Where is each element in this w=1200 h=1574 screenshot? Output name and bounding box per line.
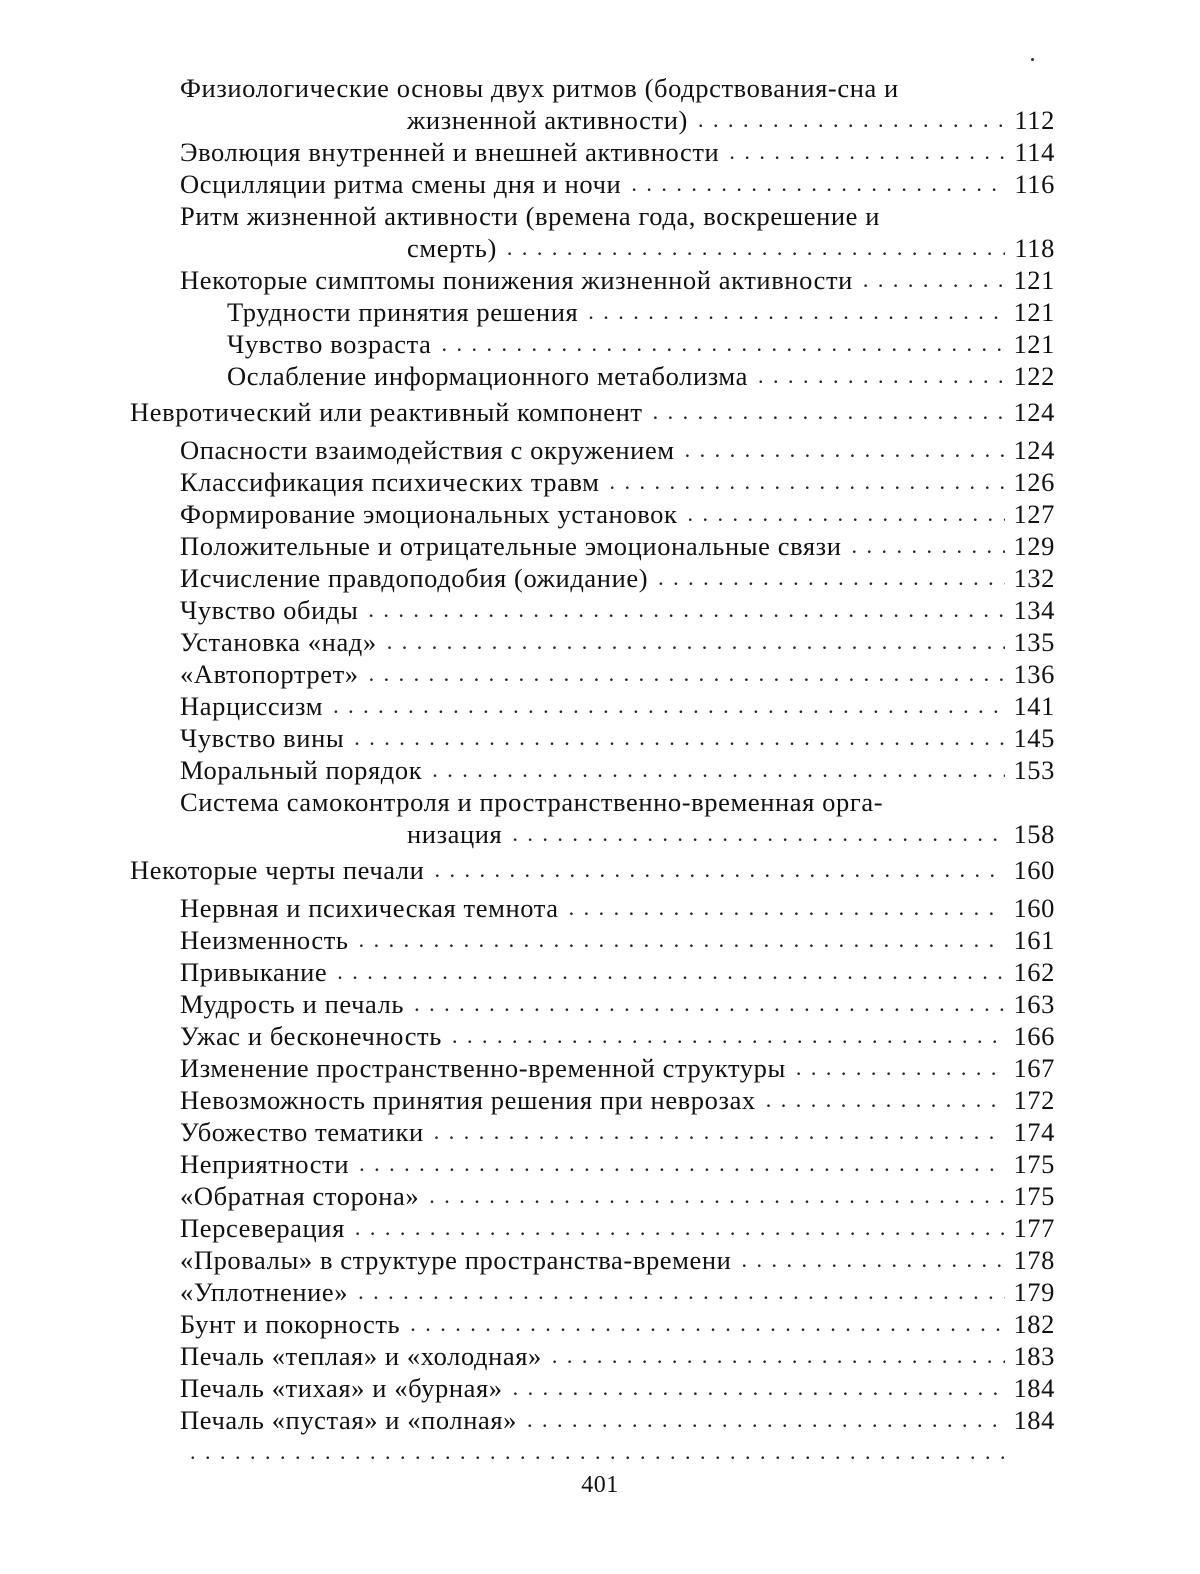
toc-entry-title: Эволюция внутренней и внешней активности <box>180 136 719 168</box>
dot-leader <box>552 1340 1005 1372</box>
dot-leader <box>527 1404 1005 1436</box>
toc-entry-title: низация <box>407 818 502 850</box>
toc-page-number: 122 <box>1009 360 1055 392</box>
toc-page-number: 126 <box>1009 466 1055 498</box>
dot-leader <box>337 956 1005 988</box>
dot-leader <box>685 434 1005 466</box>
toc-entry-title: «Обратная сторона» <box>180 1180 419 1212</box>
dot-leader <box>355 1212 1005 1244</box>
dot-leader <box>766 1084 1005 1116</box>
toc-entry-title: Печаль «пустая» и «полная» <box>180 1404 517 1436</box>
toc-entry-title: Исчисление правдоподобия (ожидание) <box>180 562 648 594</box>
toc-entry-title: Изменение пространственно-временной структуры <box>180 1052 786 1084</box>
toc-entry-title: Привыкание <box>180 956 327 988</box>
toc-entry-title-line1: Физиологические основы двух ритмов (бодрствования-сна и <box>180 72 1055 104</box>
toc-page-number: 160 <box>1009 854 1055 886</box>
toc-entry-title: Печаль «тихая» и «бурная» <box>180 1372 503 1404</box>
toc-entry <box>0 1084 1055 1116</box>
toc-entry <box>0 1116 1055 1148</box>
toc-entry <box>0 360 1055 392</box>
dot-leader <box>741 1244 1005 1276</box>
toc-entry-title: Чувство обиды <box>180 594 358 626</box>
toc-page-number: 161 <box>1009 924 1055 956</box>
toc-page-number: 167 <box>1009 1052 1055 1084</box>
toc-page-number: 163 <box>1009 988 1055 1020</box>
toc-page-number: 184 <box>1009 1404 1055 1436</box>
dot-leader <box>609 466 1005 498</box>
toc-page-number: 141 <box>1009 690 1055 722</box>
toc-entry-title: Некоторые симптомы понижения жизненной активности <box>180 264 853 296</box>
toc-entry <box>0 1276 1055 1308</box>
toc-entry-title: Чувство возраста <box>227 328 431 360</box>
toc-entry-title: Осцилляции ритма смены дня и ночи <box>180 168 621 200</box>
toc-entry <box>0 168 1055 200</box>
toc-entry <box>0 626 1055 658</box>
toc-entry <box>0 328 1055 360</box>
toc-entry <box>0 1308 1055 1340</box>
dot-leader <box>698 104 1005 136</box>
toc-page-number: 124 <box>1009 434 1055 466</box>
toc-page-number: 179 <box>1009 1276 1055 1308</box>
dot-leader <box>569 892 1005 924</box>
toc-page-number: 121 <box>1009 264 1055 296</box>
dot-leader <box>354 722 1005 754</box>
toc-entry <box>0 1212 1055 1244</box>
toc-section-entry <box>0 396 1055 428</box>
dot-leader <box>369 658 1005 690</box>
toc-page-number: 136 <box>1009 658 1055 690</box>
toc-entry-title: Классификация психических травм <box>180 466 599 498</box>
toc-entry-title: Положительные и отрицательные эмоциональные связи <box>180 530 842 562</box>
toc-page-number: 116 <box>1009 168 1055 200</box>
toc-page-number: 182 <box>1009 1308 1055 1340</box>
dot-leader <box>687 498 1005 530</box>
toc-entry <box>0 264 1055 296</box>
toc-entry <box>0 466 1055 498</box>
toc-page-number: 132 <box>1009 562 1055 594</box>
dot-leader <box>729 136 1005 168</box>
toc-entry <box>0 690 1055 722</box>
dot-leader <box>507 232 1005 264</box>
toc-entry-title: Бунт и покорность <box>180 1308 400 1340</box>
toc-page-number: 124 <box>1009 396 1055 428</box>
toc-entry-title: смерть) <box>407 232 497 264</box>
toc-entry-title: Чувство вины <box>180 722 344 754</box>
toc-page-number: 145 <box>1009 722 1055 754</box>
toc-page-number: 135 <box>1009 626 1055 658</box>
toc-entry-title: Неприятности <box>180 1148 349 1180</box>
toc-entry <box>0 722 1055 754</box>
toc-entry-title: Ужас и бесконечность <box>180 1020 442 1052</box>
table-of-contents <box>0 72 1200 1468</box>
dot-leader <box>653 396 1005 428</box>
dot-leader <box>387 626 1005 658</box>
toc-entry <box>0 72 1055 136</box>
toc-entry-title: Неизменность <box>180 924 349 956</box>
toc-entry <box>0 594 1055 626</box>
document-page <box>0 0 1200 1574</box>
toc-entry <box>0 1020 1055 1052</box>
toc-page-number: 121 <box>1009 328 1055 360</box>
toc-page-number: 127 <box>1009 498 1055 530</box>
toc-entry-title: Установка «над» <box>180 626 377 658</box>
toc-entry <box>0 296 1055 328</box>
toc-entry-title: «Провалы» в структуре пространства-времени <box>180 1244 731 1276</box>
toc-entry <box>0 1052 1055 1084</box>
dot-leader <box>452 1020 1005 1052</box>
toc-section-title: Некоторые черты печали <box>130 854 424 886</box>
toc-page-number: 172 <box>1009 1084 1055 1116</box>
toc-entry-title: Опасности взаимодействия с окружением <box>180 434 675 466</box>
dot-leader <box>410 1308 1005 1340</box>
dot-leader <box>513 1372 1005 1404</box>
toc-entry-title: Нервная и психическая темнота <box>180 892 559 924</box>
dot-leader <box>359 1148 1005 1180</box>
dot-leader <box>758 360 1005 392</box>
dot-leader <box>588 296 1005 328</box>
toc-entry-title: Персеверация <box>180 1212 345 1244</box>
toc-page-number: 162 <box>1009 956 1055 988</box>
toc-entry <box>0 1244 1055 1276</box>
toc-entry-title: жизненной активности) <box>407 104 688 136</box>
toc-entry-title: Невозможность принятия решения при неврозах <box>180 1084 756 1116</box>
toc-page-number: 134 <box>1009 594 1055 626</box>
toc-page-number: 160 <box>1009 892 1055 924</box>
toc-entry <box>0 956 1055 988</box>
print-speck <box>1031 58 1034 61</box>
toc-entry <box>0 988 1055 1020</box>
toc-entry-title: Ослабление информационного метаболизма <box>227 360 748 392</box>
dot-leader <box>429 1180 1005 1212</box>
toc-page-number: 158 <box>1009 818 1055 850</box>
toc-page-number: 166 <box>1009 1020 1055 1052</box>
toc-entry-title: Моральный порядок <box>180 754 422 786</box>
dot-leader <box>358 1276 1005 1308</box>
toc-entry <box>0 1436 1055 1468</box>
toc-section-title: Невротический или реактивный компонент <box>130 396 643 428</box>
dot-leader <box>190 1436 1005 1468</box>
toc-entry <box>0 1148 1055 1180</box>
dot-leader <box>368 594 1005 626</box>
toc-entry <box>0 924 1055 956</box>
dot-leader <box>441 328 1005 360</box>
dot-leader <box>434 854 1005 886</box>
toc-entry-title: «Уплотнение» <box>180 1276 348 1308</box>
page-number-footer: 401 <box>0 1472 1200 1499</box>
toc-entry-title: Мудрость и печаль <box>180 988 404 1020</box>
toc-entry-title: Печаль «теплая» и «холодная» <box>180 1340 542 1372</box>
dot-leader <box>432 754 1005 786</box>
toc-entry <box>0 530 1055 562</box>
dot-leader <box>414 988 1005 1020</box>
toc-page-number: 184 <box>1009 1372 1055 1404</box>
toc-page-number: 114 <box>1009 136 1055 168</box>
toc-entry <box>0 786 1055 850</box>
dot-leader <box>796 1052 1005 1084</box>
dot-leader <box>359 924 1005 956</box>
toc-entry <box>0 892 1055 924</box>
toc-page-number: 178 <box>1009 1244 1055 1276</box>
toc-entry-title: Формирование эмоциональных установок <box>180 498 677 530</box>
toc-entry <box>0 498 1055 530</box>
toc-entry <box>0 1372 1055 1404</box>
toc-section-entry <box>0 854 1055 886</box>
toc-entry-title-line1: Система самоконтроля и пространственно-временная орга- <box>180 786 1055 818</box>
toc-page-number: 121 <box>1009 296 1055 328</box>
toc-entry <box>0 754 1055 786</box>
dot-leader <box>631 168 1005 200</box>
toc-page-number: 177 <box>1009 1212 1055 1244</box>
toc-entry <box>0 1180 1055 1212</box>
toc-page-number: 112 <box>1009 104 1055 136</box>
toc-entry-title: Трудности принятия решения <box>227 296 578 328</box>
dot-leader <box>658 562 1005 594</box>
toc-entry <box>0 658 1055 690</box>
toc-entry <box>0 200 1055 264</box>
toc-page-number: 153 <box>1009 754 1055 786</box>
toc-page-number: 183 <box>1009 1340 1055 1372</box>
dot-leader <box>434 1116 1005 1148</box>
toc-page-number: 174 <box>1009 1116 1055 1148</box>
dot-leader <box>852 530 1006 562</box>
dot-leader <box>863 264 1005 296</box>
toc-entry-title: «Автопортрет» <box>180 658 359 690</box>
toc-entry-title: Нарциссизм <box>180 690 323 722</box>
toc-entry <box>0 434 1055 466</box>
toc-page-number: 118 <box>1009 232 1055 264</box>
toc-page-number: 175 <box>1009 1148 1055 1180</box>
toc-entry-title: Убожество тематики <box>180 1116 424 1148</box>
toc-page-number: 175 <box>1009 1180 1055 1212</box>
toc-entry <box>0 136 1055 168</box>
toc-entry <box>0 562 1055 594</box>
dot-leader <box>512 818 1005 850</box>
toc-entry <box>0 1404 1055 1436</box>
dot-leader <box>333 690 1005 722</box>
toc-entry-title-line1: Ритм жизненной активности (времена года, воскрешение и <box>180 200 1055 232</box>
toc-page-number: 129 <box>1009 530 1055 562</box>
toc-entry <box>0 1340 1055 1372</box>
